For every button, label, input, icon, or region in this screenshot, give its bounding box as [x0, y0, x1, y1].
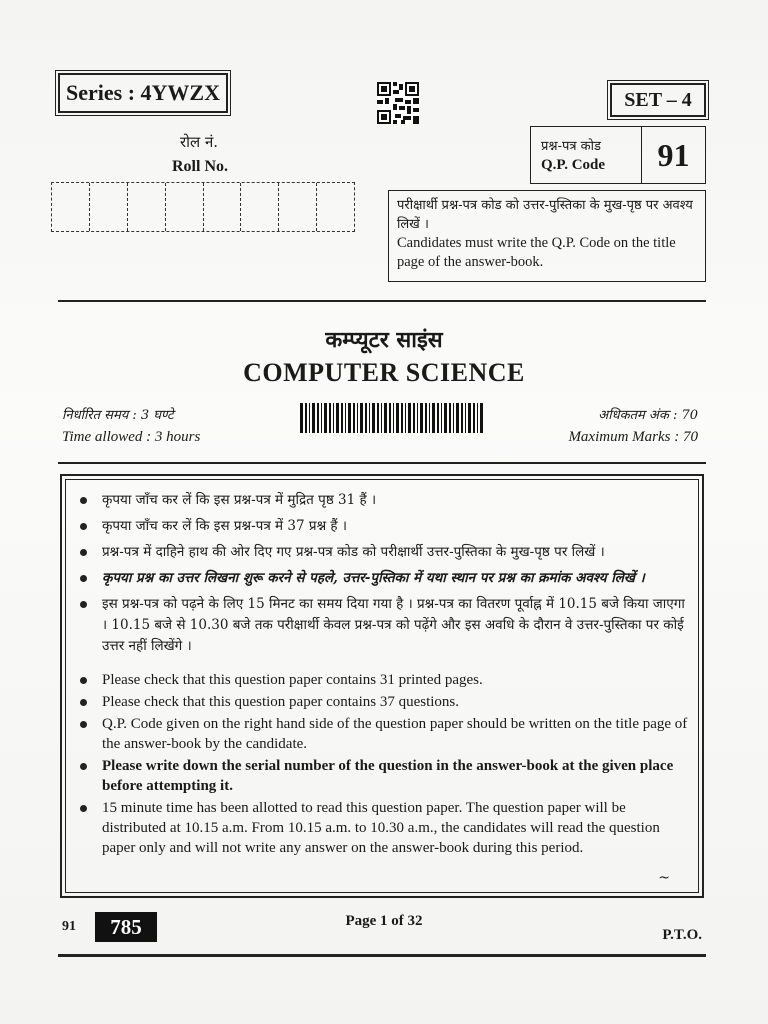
barcode-bar	[441, 403, 442, 433]
barcode-bar	[300, 403, 303, 433]
please-turn-over: P.T.O.	[662, 927, 702, 943]
barcode-bar	[473, 403, 475, 433]
barcode-bar	[384, 403, 387, 433]
bullet-icon	[80, 601, 87, 608]
footer-divider	[58, 954, 706, 957]
instruction-item: Please check that this question paper contains 37 questions.	[78, 692, 690, 712]
qp-code-label-english: Q.P. Code	[541, 157, 606, 173]
instruction-item: 15 minute time has been allotted to read this question paper. The question paper will be distributed at 10.15 a.m. From 10.15 a.m. to 10.30 a.m., the candidates will read the question paper only and will not write any answer on the answer-book during this period.	[78, 798, 690, 858]
meta-divider	[58, 462, 706, 464]
continuation-mark: ~	[658, 870, 670, 886]
barcode-bar	[405, 403, 406, 433]
barcode-bar	[396, 403, 399, 433]
subject-title-hindi: कम्प्यूटर साइंस	[325, 327, 443, 353]
time-allowed-hindi: निर्धारित समय : 3 घण्टे	[62, 408, 174, 423]
barcode-bar	[432, 403, 435, 433]
barcode-bar	[381, 403, 382, 433]
roll-number-label-hindi: रोल नं.	[180, 133, 219, 151]
roll-digit-box[interactable]	[241, 183, 279, 231]
barcode-bar	[309, 403, 310, 433]
qp-code-label-hindi: प्रश्न-पत्र कोड	[541, 139, 601, 154]
barcode-bar	[312, 403, 315, 433]
instruction-item: कृपया प्रश्न का उत्तर लिखना शुरू करने से पहले, उत्तर-पुस्तिका में यथा स्थान पर प्रश्न का क्रमांक अवश्य लिखें ।	[78, 568, 690, 589]
subject-title: COMPUTER SCIENCE	[243, 358, 525, 387]
bullet-icon	[80, 699, 87, 706]
bullet-icon	[80, 721, 87, 728]
barcode-bar	[317, 403, 319, 433]
page-number: Page 1 of 32	[345, 913, 423, 929]
barcode-bar	[444, 403, 447, 433]
footer-serial-box: 785	[95, 912, 157, 942]
bullet-icon	[80, 549, 87, 556]
barcode-bar	[437, 403, 439, 433]
maximum-marks: Maximum Marks : 70	[568, 429, 698, 445]
bullet-icon	[80, 497, 87, 504]
instruction-gap	[78, 662, 690, 670]
qr-code-icon	[377, 82, 419, 124]
barcode-bar	[353, 403, 355, 433]
barcode-bar	[425, 403, 427, 433]
roll-digit-box[interactable]	[166, 183, 204, 231]
barcode-bar	[408, 403, 411, 433]
barcode-bar	[377, 403, 379, 433]
barcode-bar	[461, 403, 463, 433]
barcode-bar	[449, 403, 451, 433]
barcode-bar	[348, 403, 351, 433]
bullet-icon	[80, 677, 87, 684]
time-allowed: Time allowed : 3 hours	[62, 429, 201, 445]
barcode-bar	[329, 403, 331, 433]
set-label: SET – 4	[610, 83, 706, 117]
roll-digit-box[interactable]	[90, 183, 128, 231]
instruction-item: इस प्रश्न-पत्र को पढ़ने के लिए 15 मिनट का समय दिया गया है । प्रश्न-पत्र का वितरण पूर्वाह्न में 10.15 बजे किया जाएगा । 10.15 बजे से 10.30 बजे तक परीक्षार्थी केवल प्रश्न-पत्र को पढ़ेंगे और इस अवधि के दौरान वे उत्तर-पुस्तिका पर कोई उत्तर नहीं लिखेंगे ।	[78, 594, 690, 657]
instruction-item: कृपया जाँच कर लें कि इस प्रश्न-पत्र में मुद्रित पृष्ठ 31 हैं ।	[78, 490, 690, 511]
barcode-bar	[360, 403, 363, 433]
roll-digit-box[interactable]	[317, 183, 354, 231]
bullet-icon	[80, 575, 87, 582]
qp-code-note	[388, 190, 706, 282]
barcode-bar	[345, 403, 346, 433]
barcode-bar	[477, 403, 478, 433]
barcode-bar	[372, 403, 375, 433]
instruction-item: Q.P. Code given on the right hand side of the question paper should be written on the title page of the answer-book by the candidate.	[78, 714, 690, 754]
qp-code-box	[530, 126, 706, 184]
instruction-item: Please write down the serial number of the question in the answer-book at the given place before attempting it.	[78, 756, 690, 796]
qp-code-note-english: Candidates must write the Q.P. Code on the title page of the answer-book.	[397, 235, 676, 270]
barcode-bar	[393, 403, 394, 433]
roll-number-label: Roll No.	[172, 158, 228, 175]
barcode-bar	[468, 403, 471, 433]
instructions-list	[78, 490, 690, 860]
instruction-item: प्रश्न-पत्र में दाहिने हाथ की ओर दिए गए प्रश्न-पत्र कोड को परीक्षार्थी उत्तर-पुस्तिका के मुख-पृष्ठ पर लिखें ।	[78, 542, 690, 563]
header-divider	[58, 300, 706, 302]
qp-code-note-hindi: परीक्षार्थी प्रश्न-पत्र कोड को उत्तर-पुस्तिका के मुख-पृष्ठ पर अवश्य लिखें ।	[397, 198, 693, 232]
bullet-icon	[80, 805, 87, 812]
barcode-bar	[456, 403, 459, 433]
qp-code-value: 91	[657, 136, 690, 173]
roll-digit-box[interactable]	[52, 183, 90, 231]
barcode-bar	[429, 403, 430, 433]
barcode-icon	[300, 403, 483, 433]
roll-digit-box[interactable]	[279, 183, 317, 231]
bullet-icon	[80, 763, 87, 770]
roll-number-boxes[interactable]	[51, 182, 355, 232]
bullet-icon	[80, 523, 87, 530]
barcode-bar	[417, 403, 418, 433]
barcode-bar	[420, 403, 423, 433]
barcode-bar	[321, 403, 322, 433]
barcode-bar	[369, 403, 370, 433]
barcode-bar	[389, 403, 391, 433]
barcode-bar	[365, 403, 367, 433]
roll-digit-box[interactable]	[204, 183, 242, 231]
barcode-bar	[401, 403, 403, 433]
maximum-marks-hindi: अधिकतम अंक : 70	[598, 408, 698, 423]
barcode-bar	[465, 403, 466, 433]
barcode-bar	[324, 403, 327, 433]
barcode-bar	[480, 403, 483, 433]
barcode-bar	[341, 403, 343, 433]
barcode-bar	[357, 403, 358, 433]
instruction-item: कृपया जाँच कर लें कि इस प्रश्न-पत्र में 37 प्रश्न हैं ।	[78, 516, 690, 537]
instructions-inner-border	[65, 479, 699, 893]
barcode-bar	[453, 403, 454, 433]
instruction-item: Please check that this question paper contains 31 printed pages.	[78, 670, 690, 690]
footer-code: 91	[62, 919, 76, 934]
instructions-box	[60, 474, 704, 898]
barcode-bar	[413, 403, 415, 433]
series-label: Series : 4YWZX	[58, 73, 228, 113]
barcode-bar	[305, 403, 307, 433]
barcode-bar	[333, 403, 334, 433]
barcode-bar	[336, 403, 339, 433]
roll-digit-box[interactable]	[128, 183, 166, 231]
qp-code-label	[531, 127, 642, 183]
